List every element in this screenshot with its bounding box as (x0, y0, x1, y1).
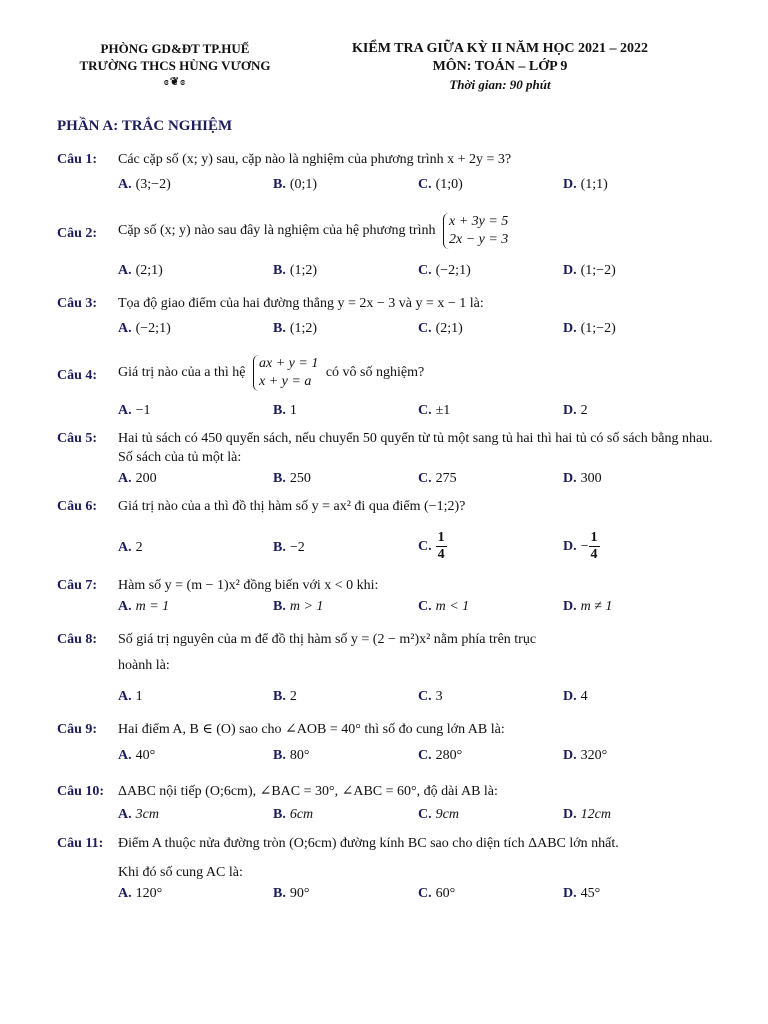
question-1 (57, 150, 717, 197)
option-d: D. 45° (563, 886, 601, 901)
question-7 (57, 576, 717, 619)
header-left (60, 40, 290, 91)
question-number: Câu 3: (57, 296, 98, 311)
option-d: D. (1;−2) (563, 263, 616, 278)
options (118, 469, 717, 491)
option-c: C. (−2;1) (418, 263, 471, 278)
option-d: D. 320° (563, 748, 608, 763)
question-number: Câu 1: (57, 152, 98, 167)
equation-system: ax + y = 1 x + y = a (253, 355, 318, 391)
exam-subject: MÔN: TOÁN – LỚP 9 (432, 59, 568, 74)
option-d: D. 4 (563, 689, 588, 704)
question-text: Số giá trị nguyên của m để đồ thị hàm số y = (2 − m²)x² nằm phía trên trục (118, 632, 537, 647)
option-a: A. 1 (118, 689, 143, 704)
option-c: C. 3 (418, 689, 443, 704)
option-c: C. 9cm (418, 807, 459, 822)
question-2 (57, 213, 717, 283)
options (118, 884, 717, 906)
section-title: PHẦN A: TRẮC NGHIỆM (57, 118, 233, 134)
question-text-cont: Khi đó số cung AC là: (118, 865, 243, 880)
options (118, 261, 717, 283)
option-a: A. (−2;1) (118, 321, 171, 336)
question-text: Cặp số (x; y) nào sau đây là nghiệm của hệ phương trình x + 3y = 5 2x − y = 3 (118, 214, 509, 247)
option-c: C. 60° (418, 886, 456, 901)
question-number: Câu 9: (57, 722, 98, 737)
option-c: C. (2;1) (418, 321, 463, 336)
option-b: B. 250 (273, 471, 311, 486)
option-b: B. 80° (273, 748, 310, 763)
option-a: A. (2;1) (118, 263, 163, 278)
option-b: B. (1;2) (273, 263, 318, 278)
option-c: C. 275 (418, 471, 457, 486)
option-b: B. 1 (273, 403, 297, 418)
option-d: D. 2 (563, 403, 588, 418)
question-5 (57, 429, 717, 491)
question-6 (57, 497, 717, 564)
question-10 (57, 782, 717, 827)
options (118, 746, 717, 768)
equation-system: x + 3y = 5 2x − y = 3 (443, 213, 508, 249)
question-11 (57, 834, 717, 906)
department-name: PHÒNG GD&ĐT TP.HUẾ (100, 41, 250, 56)
question-text: Hàm số y = (m − 1)x² đồng biến với x < 0 khi: (118, 578, 379, 593)
options (118, 530, 717, 564)
question-number: Câu 7: (57, 578, 98, 593)
question-number: Câu 6: (57, 499, 98, 514)
option-b: B. −2 (273, 540, 305, 555)
option-d: D. − $\frac{1}{4}$ (563, 530, 598, 562)
fraction: $\frac{1}{4}$ (437, 530, 445, 562)
option-b: B. 6cm (273, 807, 314, 822)
options (118, 401, 717, 423)
question-number: Câu 11: (57, 836, 104, 851)
option-c: C. $\frac{1}{4}$ (418, 530, 445, 562)
option-c: C. 280° (418, 748, 463, 763)
option-c: C. (1;0) (418, 177, 463, 192)
question-text: Hai điểm A, B ∈ (O) sao cho ∠AOB = 40° thì số đo cung lớn AB là: (118, 722, 505, 737)
options (118, 805, 717, 827)
options (118, 597, 717, 619)
options (118, 319, 717, 341)
school-name: TRƯỜNG THCS HÙNG VƯƠNG (79, 58, 271, 73)
option-b: B. 90° (273, 886, 310, 901)
option-b: B. (1;2) (273, 321, 318, 336)
option-a: A. 120° (118, 886, 163, 901)
option-d: D. 300 (563, 471, 602, 486)
ornament-icon: ɞ❦ɞ (163, 76, 187, 88)
header-right (330, 40, 670, 94)
option-a: A. 3cm (118, 807, 159, 822)
option-b: B. m > 1 (273, 599, 324, 614)
options (118, 687, 717, 709)
question-number: Câu 2: (57, 226, 98, 241)
question-text: Các cặp số (x; y) sau, cặp nào là nghiệm của phương trình x + 2y = 3? (118, 152, 512, 167)
question-number: Câu 5: (57, 431, 98, 446)
option-b: B. 2 (273, 689, 297, 704)
option-a: A. −1 (118, 403, 151, 418)
question-text: ΔABC nội tiếp (O;6cm), ∠BAC = 30°, ∠ABC = 60°, độ dài AB là: (118, 784, 498, 799)
question-text: Điểm A thuộc nửa đường tròn (O;6cm) đường kính BC sao cho diện tích ΔABC lớn nhất. (118, 836, 619, 851)
option-a: A. 40° (118, 748, 156, 763)
fraction: $\frac{1}{4}$ (590, 530, 598, 562)
option-d: D. m ≠ 1 (563, 599, 613, 614)
question-number: Câu 8: (57, 632, 98, 647)
option-d: D. 12cm (563, 807, 611, 822)
question-number: Câu 4: (57, 368, 98, 383)
option-a: A. 200 (118, 471, 157, 486)
option-d: D. (1;1) (563, 177, 608, 192)
question-9 (57, 720, 717, 768)
option-c: C. ±1 (418, 403, 451, 418)
question-text: Hai tủ sách có 450 quyển sách, nếu chuyển 50 quyển từ tủ một sang tủ hai thì hai tủ có số sách bằng nhau. Số sách của tủ một là: (118, 431, 713, 465)
option-a: A. 2 (118, 540, 143, 555)
question-text: Giá trị nào của a thì đồ thị hàm số y = ax² đi qua điểm (−1;2)? (118, 499, 466, 514)
question-number: Câu 10: (57, 784, 105, 799)
option-c: C. m < 1 (418, 599, 470, 614)
question-8 (57, 630, 717, 709)
question-4 (57, 355, 717, 423)
exam-title: KIỂM TRA GIỮA KỲ II NĂM HỌC 2021 – 2022 (352, 41, 648, 56)
option-a: A. m = 1 (118, 599, 170, 614)
option-a: A. (3;−2) (118, 177, 171, 192)
option-d: D. (1;−2) (563, 321, 616, 336)
exam-time: Thời gian: 90 phút (449, 77, 551, 92)
question-text: Giá trị nào của a thì hệ ax + y = 1 x + y = a có vô số nghiệm? (118, 356, 425, 389)
question-text-cont: hoành là: (118, 658, 170, 673)
question-3 (57, 294, 717, 341)
option-b: B. (0;1) (273, 177, 318, 192)
question-text: Tọa độ giao điểm của hai đường thẳng y = 2x − 3 và y = x − 1 là: (118, 296, 484, 311)
options (118, 175, 717, 197)
